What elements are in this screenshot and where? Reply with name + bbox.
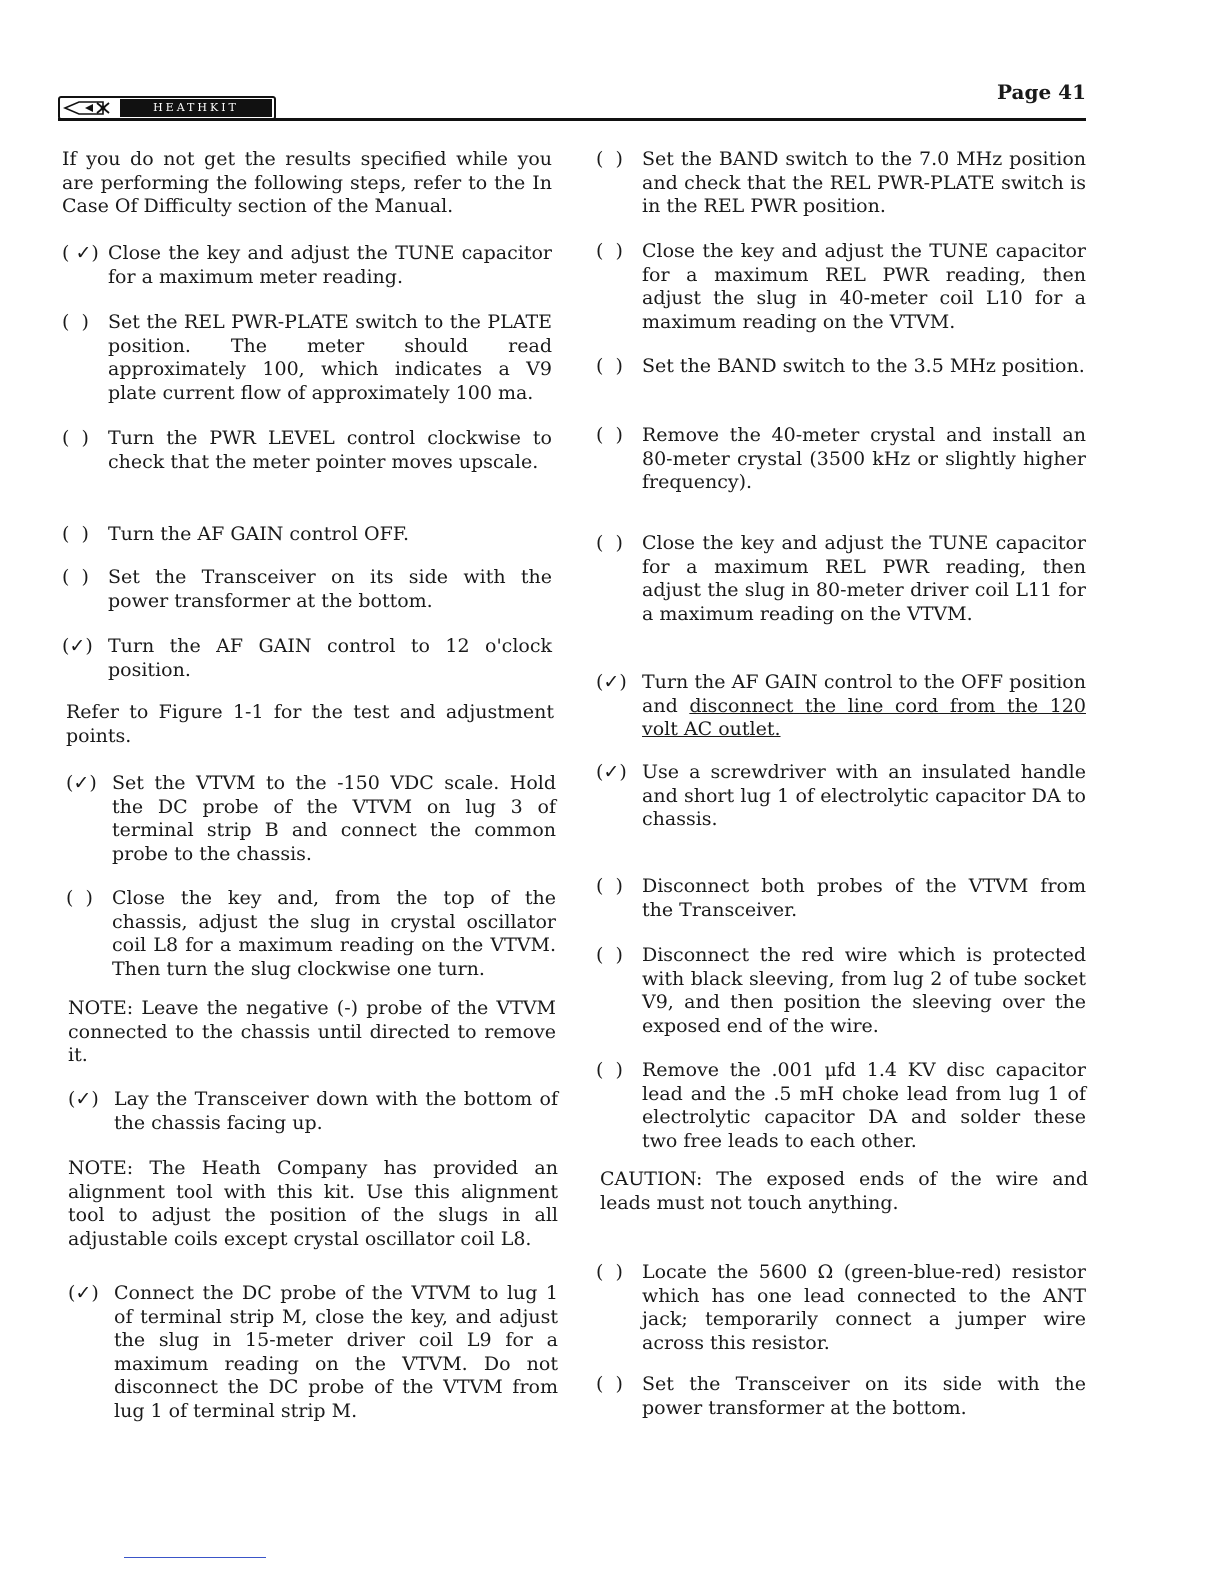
step-item <box>62 311 552 405</box>
checkbox[interactable]: ( ) <box>596 240 623 262</box>
step-item <box>62 635 552 682</box>
step-text: Set the BAND switch to the 3.5 MHz position. <box>642 355 1085 377</box>
step-text: Remove the 40-meter crystal and install an 80-meter crystal (3500 kHz or slightly higher frequency). <box>642 424 1086 493</box>
step-text: Locate the 5600 Ω (green-blue-red) resistor which has one lead connected to the ANT jack; temporarily connect a jumper wire across this resistor. <box>642 1261 1086 1354</box>
step-text: Turn the AF GAIN control to 12 o'clock position. <box>108 635 552 681</box>
checkbox[interactable]: (✓) <box>68 1088 99 1110</box>
step-text: Turn the AF GAIN control OFF. <box>108 523 410 545</box>
checkbox[interactable]: ( ) <box>596 355 623 377</box>
checkbox[interactable]: ( ) <box>596 944 623 966</box>
note-paragraph: NOTE: The Heath Company has provided an alignment tool with this kit. Use this alignment tool to adjust the position of the slugs in all adjustable coils except crystal oscillator coil L8. <box>68 1157 558 1250</box>
step-text: Remove the .001 μfd 1.4 KV disc capacitor lead and the .5 mH choke lead from lug 1 of electrolytic capacitor DA and solder these two free leads to each other. <box>642 1059 1086 1152</box>
step-item <box>62 242 552 289</box>
step-text: Set the Transceiver on its side with the power transformer at the bottom. <box>642 1373 1086 1419</box>
step-text: Set the REL PWR-PLATE switch to the PLATE position. The meter should read approximately 100, which indicates a V9 plate current flow of approximately 100 ma. <box>108 311 552 404</box>
step-item <box>596 944 1086 1038</box>
refer-paragraph: Refer to Figure 1-1 for the test and adjustment points. <box>66 701 554 747</box>
step-item <box>596 1373 1086 1420</box>
step-text: Disconnect both probes of the VTVM from the Transceiver. <box>642 875 1086 921</box>
step-text: Close the key and adjust the TUNE capacitor for a maximum REL PWR reading, then adjust the slug in 80-meter driver coil L11 for a maximum reading on the VTVM. <box>642 532 1086 625</box>
step-item <box>596 1261 1086 1355</box>
checkbox[interactable]: ( ) <box>596 1373 623 1395</box>
step-text-plain: Turn the AF GAIN control to the OFF position and <box>642 671 1086 717</box>
step-item <box>596 355 1086 379</box>
checkbox[interactable]: ( ) <box>62 523 89 545</box>
header-rule <box>58 118 1086 121</box>
intro-paragraph: If you do not get the results specified while you are performing the following steps, refer to the In Case Of Difficulty section of the Manual. <box>62 148 552 217</box>
checkbox[interactable]: (✓) <box>68 1282 99 1304</box>
step-item <box>68 1282 558 1423</box>
checkbox[interactable]: (✓) <box>66 772 97 794</box>
step-item <box>596 148 1086 219</box>
page-header <box>58 80 1086 124</box>
checkbox[interactable]: (✓) <box>62 635 93 657</box>
step-item <box>596 671 1086 742</box>
caution-paragraph: CAUTION: The exposed ends of the wire and leads must not touch anything. <box>600 1168 1088 1214</box>
step-text: Turn the PWR LEVEL control clockwise to check that the meter pointer moves upscale. <box>108 427 552 473</box>
checkbox[interactable]: ( ) <box>596 532 623 554</box>
checkbox[interactable]: ( ) <box>596 875 623 897</box>
step-item <box>62 523 552 547</box>
checkbox[interactable]: ( ✓) <box>62 242 99 264</box>
heathkit-emblem-icon <box>63 100 117 116</box>
step-item <box>66 772 556 866</box>
heathkit-logo <box>58 96 276 120</box>
step-item <box>596 532 1086 626</box>
step-text: Set the BAND switch to the 7.0 MHz position and check that the REL PWR-PLATE switch is in the REL PWR position. <box>642 148 1086 217</box>
page-number: Page 41 <box>997 80 1086 104</box>
checkbox[interactable]: ( ) <box>62 566 89 588</box>
step-text: Close the key and adjust the TUNE capacitor for a maximum REL PWR reading, then adjust the slug in 40-meter coil L10 for a maximum reading on the VTVM. <box>642 240 1086 333</box>
step-item <box>596 761 1086 832</box>
step-item <box>596 1059 1086 1153</box>
step-text: Connect the DC probe of the VTVM to lug 1 of terminal strip M, close the key, and adjust the slug in 15-meter driver coil L9 for a maximum reading on the VTVM. Do not disconnect the DC probe of the VTVM from lug 1 of terminal strip M. <box>114 1282 558 1422</box>
step-text: Use a screwdriver with an insulated handle and short lug 1 of electrolytic capacitor DA to chassis. <box>642 761 1086 830</box>
checkbox[interactable]: (✓) <box>596 671 627 693</box>
step-item <box>68 1088 558 1135</box>
step-text: Set the Transceiver on its side with the power transformer at the bottom. <box>108 566 552 612</box>
step-item <box>62 427 552 474</box>
step-item <box>596 240 1086 334</box>
logo-brand-text: HEATHKIT <box>120 99 272 117</box>
step-item <box>66 887 556 981</box>
checkbox[interactable]: ( ) <box>596 424 623 446</box>
checkbox[interactable]: ( ) <box>62 311 89 333</box>
step-item <box>596 875 1086 922</box>
checkbox[interactable]: ( ) <box>596 1261 623 1283</box>
step-text: Close the key and, from the top of the chassis, adjust the slug in crystal oscillator coil L8 for a maximum reading on the VTVM. Then turn the slug clockwise one turn. <box>112 887 556 980</box>
step-text: Close the key and adjust the TUNE capacitor for a maximum meter reading. <box>108 242 552 288</box>
checkbox[interactable]: ( ) <box>62 427 89 449</box>
step-item <box>596 424 1086 495</box>
step-text: Lay the Transceiver down with the bottom of the chassis facing up. <box>114 1088 558 1134</box>
step-item <box>62 566 552 613</box>
checkbox[interactable]: ( ) <box>596 148 623 170</box>
bottom-rule <box>124 1557 266 1558</box>
checkbox[interactable]: ( ) <box>66 887 93 909</box>
checkbox[interactable]: ( ) <box>596 1059 623 1081</box>
step-text: Set the VTVM to the -150 VDC scale. Hold the DC probe of the VTVM on lug 3 of terminal strip B and connect the common probe to the chassis. <box>112 772 556 865</box>
step-text: Disconnect the red wire which is protected with black sleeving, from lug 2 of tube socket V9, and then position the sleeving over the exposed end of the wire. <box>642 944 1086 1037</box>
step-text <box>642 671 1086 742</box>
checkbox[interactable]: (✓) <box>596 761 627 783</box>
underlined-warning: disconnect the line cord from the 120 volt AC outlet. <box>642 694 1086 740</box>
note-paragraph: NOTE: Leave the negative (-) probe of the VTVM connected to the chassis until directed to remove it. <box>68 997 556 1066</box>
